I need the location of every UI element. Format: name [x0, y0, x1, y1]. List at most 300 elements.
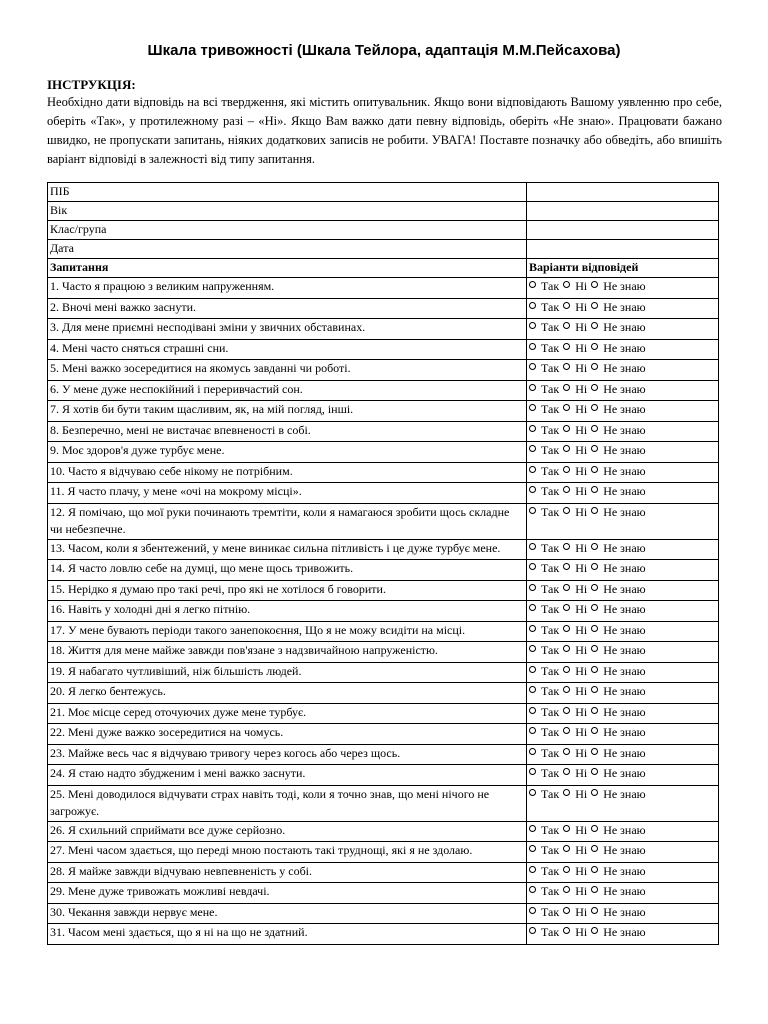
radio-circle-icon[interactable]	[563, 825, 570, 832]
radio-circle-icon[interactable]	[529, 748, 536, 755]
radio-circle-icon[interactable]	[563, 302, 570, 309]
answer-option[interactable]	[529, 601, 559, 619]
answer-options	[527, 560, 719, 581]
answer-options	[527, 924, 719, 945]
answer-option-label: Не знаю	[603, 904, 646, 919]
radio-circle-icon[interactable]	[563, 625, 570, 632]
radio-circle-icon[interactable]	[591, 563, 598, 570]
radio-circle-icon[interactable]	[591, 768, 598, 775]
answer-option[interactable]	[563, 724, 587, 742]
question-text: 17. У мене бувають періоди такого занепокоєння, Що я не можу всидіти на місці.	[48, 621, 527, 642]
answer-option[interactable]	[591, 786, 645, 804]
info-class-field[interactable]	[527, 221, 719, 240]
answer-option-label: Так	[541, 484, 560, 498]
answer-option[interactable]	[591, 601, 645, 619]
answer-option[interactable]	[591, 642, 645, 660]
radio-circle-icon[interactable]	[563, 748, 570, 755]
question-text: 16. Навіть у холодні дні я легко пітнію.	[48, 601, 527, 622]
answer-option[interactable]	[591, 683, 645, 701]
answer-options	[527, 765, 719, 786]
question-text: 21. Моє місце серед оточуючих дуже мене турбує.	[48, 703, 527, 724]
radio-circle-icon[interactable]	[563, 281, 570, 288]
radio-circle-icon[interactable]	[529, 384, 536, 391]
radio-circle-icon[interactable]	[529, 866, 536, 873]
question-text: 15. Нерідко я думаю про такі речі, про які не хотілося б говорити.	[48, 580, 527, 601]
answer-option[interactable]	[529, 278, 559, 296]
radio-circle-icon[interactable]	[563, 363, 570, 370]
answer-option[interactable]	[563, 642, 587, 660]
answer-option-label: Не знаю	[603, 684, 646, 698]
answer-options	[527, 580, 719, 601]
answer-option[interactable]	[591, 822, 645, 840]
answer-option-label: Ні	[575, 381, 588, 396]
radio-circle-icon[interactable]	[591, 302, 598, 309]
answer-option-label: Так	[541, 925, 560, 939]
answer-options	[527, 683, 719, 704]
answer-option[interactable]	[529, 745, 559, 763]
answer-option[interactable]	[563, 765, 587, 783]
info-name-field[interactable]	[527, 183, 719, 202]
question-text: 29. Мене дуже тривожать можливі невдачі.	[48, 883, 527, 904]
answer-option[interactable]	[591, 663, 645, 681]
radio-circle-icon[interactable]	[529, 666, 536, 673]
answer-option[interactable]	[591, 745, 645, 763]
answer-option[interactable]	[529, 319, 559, 337]
radio-circle-icon[interactable]	[563, 584, 570, 591]
radio-circle-icon[interactable]	[563, 645, 570, 652]
answer-option[interactable]	[591, 924, 645, 942]
radio-circle-icon[interactable]	[591, 543, 598, 550]
answer-option[interactable]	[563, 883, 587, 901]
answer-option-label: Так	[541, 402, 560, 416]
radio-circle-icon[interactable]	[563, 404, 570, 411]
radio-circle-icon[interactable]	[529, 507, 536, 514]
answer-option[interactable]	[563, 504, 587, 522]
table-header-row	[48, 259, 719, 278]
answer-option[interactable]	[591, 581, 645, 599]
radio-circle-icon[interactable]	[591, 486, 598, 493]
radio-circle-icon[interactable]	[529, 281, 536, 288]
radio-circle-icon[interactable]	[563, 604, 570, 611]
radio-circle-icon[interactable]	[591, 886, 598, 893]
answer-option-label: Не знаю	[603, 443, 646, 457]
answer-option-label: Не знаю	[603, 381, 646, 396]
radio-circle-icon[interactable]	[591, 507, 598, 514]
question-row	[48, 703, 719, 724]
answer-option[interactable]	[563, 299, 587, 317]
answer-option[interactable]	[563, 401, 587, 419]
answer-options	[527, 703, 719, 724]
answer-option[interactable]	[591, 278, 645, 296]
radio-circle-icon[interactable]	[591, 748, 598, 755]
answer-option-label: Так	[541, 863, 560, 878]
answer-options	[527, 483, 719, 504]
answer-option[interactable]	[529, 622, 559, 640]
question-text: 30. Чекання завжди нервує мене.	[48, 903, 527, 924]
answer-option-label: Не знаю	[603, 745, 646, 760]
answer-option[interactable]	[591, 299, 645, 317]
answer-option-label: Ні	[575, 925, 588, 939]
answer-option[interactable]	[529, 786, 559, 804]
answer-option[interactable]	[591, 904, 645, 922]
answer-option-label: Ні	[575, 786, 588, 801]
answer-option[interactable]	[563, 863, 587, 881]
answer-option[interactable]	[591, 319, 645, 337]
question-text: 1. Часто я працюю з великим напруженням.	[48, 278, 527, 299]
question-row	[48, 503, 719, 539]
radio-circle-icon[interactable]	[563, 507, 570, 514]
radio-circle-icon[interactable]	[529, 886, 536, 893]
answer-option[interactable]	[591, 360, 645, 378]
answer-option[interactable]	[591, 463, 645, 481]
answer-option[interactable]	[563, 422, 587, 440]
answer-option[interactable]	[529, 842, 559, 860]
radio-circle-icon[interactable]	[529, 707, 536, 714]
question-row	[48, 765, 719, 786]
radio-circle-icon[interactable]	[529, 604, 536, 611]
answer-option-label: Ні	[575, 745, 588, 760]
radio-circle-icon[interactable]	[529, 789, 536, 796]
answer-option[interactable]	[563, 319, 587, 337]
radio-circle-icon[interactable]	[563, 727, 570, 734]
answer-options	[527, 339, 719, 360]
answer-option[interactable]	[591, 622, 645, 640]
radio-circle-icon[interactable]	[591, 604, 598, 611]
radio-circle-icon[interactable]	[591, 466, 598, 473]
answer-option[interactable]	[529, 560, 559, 578]
question-row	[48, 298, 719, 319]
answer-option-label: Не знаю	[603, 320, 646, 334]
answer-option[interactable]	[529, 360, 559, 378]
answer-option-label: Ні	[575, 766, 588, 780]
radio-circle-icon[interactable]	[529, 486, 536, 493]
answer-options	[527, 862, 719, 883]
radio-circle-icon[interactable]	[529, 466, 536, 473]
radio-circle-icon[interactable]	[529, 322, 536, 329]
answer-option-label: Ні	[575, 684, 588, 698]
answer-option[interactable]	[529, 704, 559, 722]
radio-circle-icon[interactable]	[591, 727, 598, 734]
radio-circle-icon[interactable]	[563, 845, 570, 852]
info-label: ПІБ	[48, 183, 527, 202]
answer-option-label: Так	[541, 340, 560, 355]
radio-circle-icon[interactable]	[529, 927, 536, 934]
radio-circle-icon[interactable]	[529, 445, 536, 452]
question-row	[48, 539, 719, 560]
answer-option[interactable]	[563, 442, 587, 460]
radio-circle-icon[interactable]	[563, 907, 570, 914]
radio-circle-icon[interactable]	[591, 322, 598, 329]
radio-circle-icon[interactable]	[591, 845, 598, 852]
question-text: 11. Я часто плачу, у мене «очі на мокрому місці».	[48, 483, 527, 504]
radio-circle-icon[interactable]	[563, 563, 570, 570]
answer-option[interactable]	[563, 904, 587, 922]
answer-option[interactable]	[529, 422, 559, 440]
answer-option[interactable]	[563, 360, 587, 378]
radio-circle-icon[interactable]	[591, 927, 598, 934]
answer-option-label: Не знаю	[603, 279, 646, 293]
answer-option-label: Ні	[575, 279, 588, 293]
radio-circle-icon[interactable]	[591, 363, 598, 370]
question-row	[48, 683, 719, 704]
answer-option-label: Не знаю	[603, 561, 646, 575]
answer-option[interactable]	[529, 683, 559, 701]
answer-option[interactable]	[563, 560, 587, 578]
answer-option[interactable]	[591, 842, 645, 860]
answer-options	[527, 903, 719, 924]
answer-option-label: Ні	[575, 484, 588, 498]
answer-option-label: Так	[541, 279, 560, 293]
answer-option[interactable]	[591, 504, 645, 522]
radio-circle-icon[interactable]	[563, 666, 570, 673]
radio-circle-icon[interactable]	[563, 686, 570, 693]
answer-option-label: Ні	[575, 622, 588, 637]
answer-option-label: Ні	[575, 340, 588, 355]
answer-option-label: Ні	[575, 904, 588, 919]
radio-circle-icon[interactable]	[563, 886, 570, 893]
answer-option-label: Не знаю	[603, 504, 646, 519]
radio-circle-icon[interactable]	[591, 789, 598, 796]
answer-option[interactable]	[591, 863, 645, 881]
question-row	[48, 319, 719, 340]
radio-circle-icon[interactable]	[529, 825, 536, 832]
answer-option[interactable]	[529, 904, 559, 922]
radio-circle-icon[interactable]	[591, 707, 598, 714]
radio-circle-icon[interactable]	[529, 625, 536, 632]
instructions-text: Необхідно дати відповідь на всі твердження, які містить опитувальник. Якщо вони відповідають Вашому уявленню про себе, оберіть «Так», у протилежному разі – «Ні». Якщо Вам важко дати певну відповідь, оберіть «Не знаю». Працювати бажано швидко, не пропускати запитань, ніяких додаткових записів не робити. УВАГА! Поставте позначку або обведіть, або впишіть варіант відповіді в залежності від типу запитання.	[47, 95, 722, 166]
answer-option[interactable]	[529, 724, 559, 742]
info-date-field[interactable]	[527, 240, 719, 259]
radio-circle-icon[interactable]	[563, 425, 570, 432]
radio-circle-icon[interactable]	[529, 584, 536, 591]
radio-circle-icon[interactable]	[591, 825, 598, 832]
answer-option[interactable]	[529, 863, 559, 881]
answer-option[interactable]	[591, 724, 645, 742]
answer-option[interactable]	[563, 663, 587, 681]
answer-option[interactable]	[529, 822, 559, 840]
radio-circle-icon[interactable]	[563, 707, 570, 714]
answer-option[interactable]	[529, 540, 559, 558]
answer-option-label: Ні	[575, 704, 588, 719]
answer-option[interactable]	[529, 765, 559, 783]
answer-option-label: Так	[541, 663, 560, 678]
answer-option[interactable]	[591, 483, 645, 501]
answer-option[interactable]	[529, 883, 559, 901]
answer-options	[527, 319, 719, 340]
radio-circle-icon[interactable]	[563, 343, 570, 350]
answer-option-label: Так	[541, 443, 560, 457]
radio-circle-icon[interactable]	[591, 666, 598, 673]
answer-option[interactable]	[591, 422, 645, 440]
info-row-date	[48, 240, 719, 259]
answer-option[interactable]	[591, 883, 645, 901]
answer-option-label: Не знаю	[603, 361, 646, 375]
radio-circle-icon[interactable]	[529, 907, 536, 914]
answer-option[interactable]	[591, 540, 645, 558]
answer-option-label: Ні	[575, 361, 588, 375]
radio-circle-icon[interactable]	[563, 486, 570, 493]
radio-circle-icon[interactable]	[563, 768, 570, 775]
answer-option[interactable]	[591, 401, 645, 419]
radio-circle-icon[interactable]	[563, 927, 570, 934]
answer-option-label: Ні	[575, 581, 588, 596]
answer-option-label: Не знаю	[603, 422, 646, 437]
question-text: 28. Я майже завжди відчуваю невпевненість у собі.	[48, 862, 527, 883]
answer-option-label: Не знаю	[603, 925, 646, 939]
answer-options	[527, 380, 719, 401]
answer-option[interactable]	[563, 842, 587, 860]
radio-circle-icon[interactable]	[563, 543, 570, 550]
answer-option-label: Не знаю	[603, 766, 646, 780]
answer-option[interactable]	[563, 381, 587, 399]
radio-circle-icon[interactable]	[591, 404, 598, 411]
answer-option[interactable]	[591, 442, 645, 460]
answer-option-label: Ні	[575, 822, 588, 837]
answer-option[interactable]	[563, 340, 587, 358]
answer-option[interactable]	[563, 622, 587, 640]
question-row	[48, 580, 719, 601]
radio-circle-icon[interactable]	[591, 645, 598, 652]
radio-circle-icon[interactable]	[591, 907, 598, 914]
question-row	[48, 278, 719, 299]
answer-option-label: Так	[541, 381, 560, 396]
radio-circle-icon[interactable]	[529, 563, 536, 570]
answer-option[interactable]	[563, 822, 587, 840]
radio-circle-icon[interactable]	[529, 645, 536, 652]
answer-option-label: Так	[541, 299, 560, 314]
answer-option-label: Так	[541, 704, 560, 719]
answer-option[interactable]	[563, 483, 587, 501]
answer-option[interactable]	[529, 483, 559, 501]
question-row	[48, 662, 719, 683]
radio-circle-icon[interactable]	[529, 302, 536, 309]
info-row-age	[48, 202, 719, 221]
answer-option-label: Так	[541, 822, 560, 837]
answer-option[interactable]	[563, 786, 587, 804]
answer-option-label: Не знаю	[603, 402, 646, 416]
answer-option[interactable]	[563, 704, 587, 722]
question-text: 4. Мені часто сняться страшні сни.	[48, 339, 527, 360]
answer-option-label: Так	[541, 766, 560, 780]
radio-circle-icon[interactable]	[591, 343, 598, 350]
answer-option-label: Не знаю	[603, 484, 646, 498]
answer-option[interactable]	[529, 581, 559, 599]
radio-circle-icon[interactable]	[529, 363, 536, 370]
answer-option[interactable]	[529, 504, 559, 522]
radio-circle-icon[interactable]	[591, 584, 598, 591]
answer-option[interactable]	[529, 299, 559, 317]
answer-options	[527, 278, 719, 299]
answer-option[interactable]	[563, 463, 587, 481]
radio-circle-icon[interactable]	[563, 789, 570, 796]
answer-option[interactable]	[563, 278, 587, 296]
answer-option-label: Не знаю	[603, 602, 646, 616]
radio-circle-icon[interactable]	[591, 686, 598, 693]
answer-option[interactable]	[563, 601, 587, 619]
radio-circle-icon[interactable]	[591, 445, 598, 452]
answer-option[interactable]	[591, 704, 645, 722]
question-text: 22. Мені дуже важко зосередитися на чомусь.	[48, 724, 527, 745]
answer-option[interactable]	[563, 924, 587, 942]
radio-circle-icon[interactable]	[563, 466, 570, 473]
answer-option[interactable]	[529, 463, 559, 481]
radio-circle-icon[interactable]	[591, 384, 598, 391]
radio-circle-icon[interactable]	[591, 425, 598, 432]
answer-option-label: Так	[541, 622, 560, 637]
question-text: 14. Я часто ловлю себе на думці, що мене щось тривожить.	[48, 560, 527, 581]
radio-circle-icon[interactable]	[563, 866, 570, 873]
answer-option[interactable]	[529, 442, 559, 460]
answer-option-label: Не знаю	[603, 299, 646, 314]
answer-option[interactable]	[529, 381, 559, 399]
answer-option[interactable]	[529, 642, 559, 660]
answer-option-label: Ні	[575, 602, 588, 616]
answer-option[interactable]	[529, 924, 559, 942]
radio-circle-icon[interactable]	[563, 384, 570, 391]
answer-options	[527, 442, 719, 463]
answer-options	[527, 601, 719, 622]
answer-option[interactable]	[591, 381, 645, 399]
answer-option-label: Ні	[575, 843, 588, 857]
radio-circle-icon[interactable]	[529, 404, 536, 411]
radio-circle-icon[interactable]	[591, 866, 598, 873]
answer-option-label: Так	[541, 602, 560, 616]
answer-option-label: Так	[541, 904, 560, 919]
answer-option-label: Ні	[575, 725, 588, 739]
answer-option[interactable]	[529, 340, 559, 358]
answer-option-label: Так	[541, 422, 560, 437]
answer-option-label: Ні	[575, 884, 588, 898]
answer-option-label: Так	[541, 725, 560, 739]
radio-circle-icon[interactable]	[529, 727, 536, 734]
answer-options	[527, 883, 719, 904]
answer-option[interactable]	[563, 745, 587, 763]
answer-option-label: Так	[541, 884, 560, 898]
radio-circle-icon[interactable]	[591, 281, 598, 288]
answer-option-label: Так	[541, 843, 560, 857]
question-row	[48, 380, 719, 401]
info-label: Дата	[48, 240, 527, 259]
radio-circle-icon[interactable]	[529, 425, 536, 432]
answer-option[interactable]	[563, 581, 587, 599]
question-row	[48, 483, 719, 504]
answer-option-label: Так	[541, 684, 560, 698]
answer-option[interactable]	[529, 663, 559, 681]
radio-circle-icon[interactable]	[529, 343, 536, 350]
answer-option[interactable]	[529, 401, 559, 419]
radio-circle-icon[interactable]	[529, 543, 536, 550]
answer-option[interactable]	[591, 560, 645, 578]
radio-circle-icon[interactable]	[563, 322, 570, 329]
info-age-field[interactable]	[527, 202, 719, 221]
radio-circle-icon[interactable]	[563, 445, 570, 452]
answer-option[interactable]	[563, 540, 587, 558]
radio-circle-icon[interactable]	[529, 768, 536, 775]
answer-option[interactable]	[563, 683, 587, 701]
answer-options	[527, 462, 719, 483]
answer-option-label: Ні	[575, 540, 588, 555]
answer-option[interactable]	[591, 765, 645, 783]
radio-circle-icon[interactable]	[529, 686, 536, 693]
answer-options	[527, 503, 719, 539]
question-row	[48, 621, 719, 642]
question-column-header: Запитання	[48, 259, 527, 278]
question-row	[48, 883, 719, 904]
radio-circle-icon[interactable]	[591, 625, 598, 632]
question-text: 26. Я схильний сприймати все дуже серйозно.	[48, 821, 527, 842]
radio-circle-icon[interactable]	[529, 845, 536, 852]
answer-option[interactable]	[591, 340, 645, 358]
